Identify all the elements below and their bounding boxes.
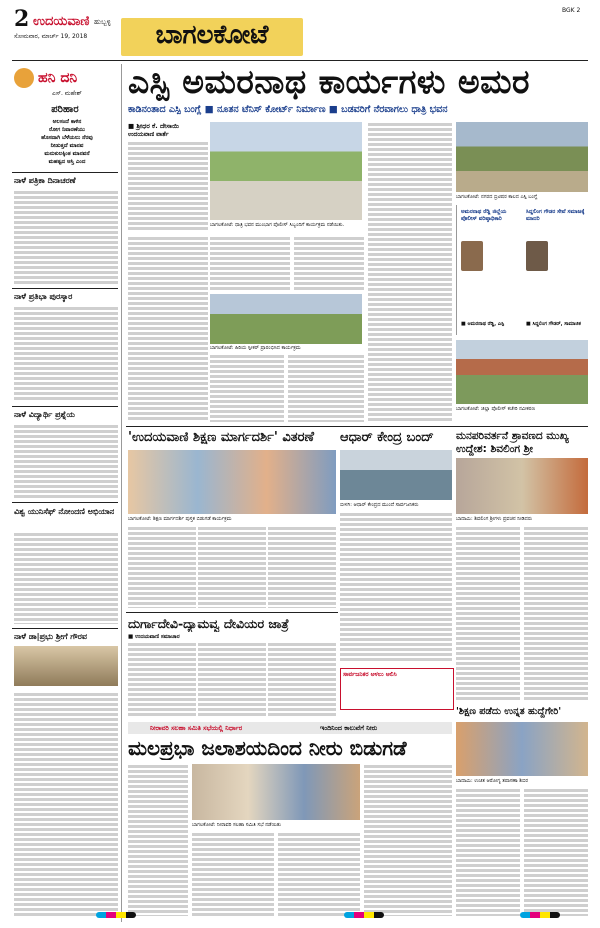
text-block bbox=[128, 141, 208, 231]
text-block bbox=[14, 532, 118, 624]
text-block bbox=[524, 788, 588, 916]
text-block bbox=[198, 642, 266, 716]
column-rule bbox=[121, 64, 122, 922]
text-block bbox=[268, 526, 336, 608]
quote-box-left bbox=[456, 205, 519, 335]
brand-name: ಉದಯವಾಣಿ bbox=[33, 14, 90, 29]
box-line: ಅಲಸಂದೆ ಕಾಳಿನ bbox=[52, 119, 82, 125]
text-block bbox=[192, 832, 274, 916]
sidebar-heading: ನಾಳೆ ಪ್ರತಿಭಾ ಪುರಸ್ಕಾರ bbox=[14, 292, 73, 301]
sidebar-logo: ಹನಿ ದನಿ bbox=[38, 70, 78, 86]
box-line: ಹೊಸದಾಗಿ ಬೆಳೆಯಲು ನೆರವು bbox=[41, 135, 93, 141]
registration-mark bbox=[96, 912, 136, 918]
story4-photo-2 bbox=[456, 722, 588, 776]
sidebar-heading: ನಾಳೆ ಡಾ|ಪ್ರಭು ಶ್ರೀಗೆ ಗೌರವ bbox=[14, 632, 87, 641]
edition-code: BGK 2 bbox=[562, 7, 581, 14]
story6-kicker-left: ನೀರಾವರಿ ಸಲಹಾ ಸಮಿತಿ ಸಭೆಯಲ್ಲಿ ನಿರ್ಧಾರ bbox=[150, 724, 243, 732]
box-line: ನೀಡುತ್ತದೆ ಮಾನವ bbox=[50, 143, 84, 149]
portrait bbox=[526, 241, 548, 271]
divider bbox=[12, 406, 118, 407]
section-rule bbox=[126, 612, 338, 613]
quote-text: ಅಮರನಾಥ ರೆಡ್ಡಿ ಜಿಲ್ಲೆಯ ಪೊಲೀಸ್ ವರಿಷ್ಠಾಧಿಕಾರಿ bbox=[461, 209, 507, 222]
photo-caption: ಬಾಗಲಕೋಟೆ: ಧಾತ್ರಿ ಭವನ ಮುಂಭಾಗ ಪೊಲೀಸ್ ಸಿಬ್ಬಂದಿಗೆ ಕಾರ್ಯಕ್ರಮ ನಡೆಯಿತು. bbox=[210, 222, 345, 228]
story2-headline: 'ಉದಯವಾಣಿ ಶಿಕ್ಷಣ ಮಾರ್ಗದರ್ಶಿ' ವಿತರಣೆ bbox=[128, 430, 315, 445]
registration-mark bbox=[344, 912, 384, 918]
lead-dateline: ಉದಯವಾಣಿ ವಾರ್ತೆ bbox=[128, 131, 169, 138]
photo-caption: ಬಾದಾಮಿ: ಉಚಿತ ಆರೋಗ್ಯ ತಪಾಸಣಾ ಶಿಬಿರ bbox=[456, 778, 529, 784]
story3-box bbox=[340, 668, 454, 710]
text-block bbox=[128, 526, 196, 608]
text-block bbox=[294, 236, 364, 290]
sidebar-heading: ನಾಳೆ ಪತ್ರಿಕಾ ದಿನಾಚರಣೆ bbox=[14, 176, 76, 185]
photo-caption: ಬಾಗಲಕೋಟೆ: ಶಿಕ್ಷಣ ಮಾರ್ಗದರ್ಶಿ ಪುಸ್ತಕ ಬಿಡುಗಡೆ ಕಾರ್ಯಕ್ರಮ bbox=[128, 516, 232, 522]
text-block bbox=[128, 642, 196, 716]
sidebar-box-title: ಪರಿಹಾರ bbox=[51, 104, 79, 115]
sidebar-heading: ವಿಶ್ವ ಯುನಿಸೆಫ್ ನೋಂದಣಿ ಅಭಿಯಾನ bbox=[14, 507, 115, 516]
lead-subhead: ಕಾಡಿನಂತಾದ ಎಸ್ಪಿ ಬಂಗ್ಲೆ ■ ನೂತನ ಟೆನಿಸ್ ಕೋರ್ಟ್ ನಿರ್ಮಾಣ ■ ಬಡವರಿಗೆ ನೆರವಾಗಲು ಧಾತ್ರಿ ಭವನ bbox=[128, 104, 448, 115]
story3-photo bbox=[340, 450, 452, 500]
box-title: ಸಾರ್ವಜನಿಕರ ಅಳಲು ಆಲಿಸಿ bbox=[343, 671, 397, 678]
sidebar-logo-sub: ಎಸ್. ಮಹೇಶ್ bbox=[52, 90, 82, 97]
text-block bbox=[210, 236, 290, 290]
quote-box-right bbox=[522, 205, 588, 335]
registration-mark bbox=[520, 912, 560, 918]
lead-photo-2 bbox=[210, 294, 362, 344]
photo-caption: ಬಾಗಲಕೋಟೆ: ಹಿರಿಯ ಸ್ಪೀಕರ್ ಪ್ರಾರಂಭಿಸಿದ ಕಾರ್ಯಕ್ರಮ bbox=[210, 345, 301, 351]
page-number: 2 bbox=[14, 6, 30, 32]
lead-photo-3 bbox=[456, 122, 588, 192]
story6-photo bbox=[192, 764, 360, 820]
issue-date: ಸೋಮವಾರ, ಮಾರ್ಚ್ 19, 2018 bbox=[14, 33, 88, 40]
text-block bbox=[128, 764, 188, 916]
sidebar-photo bbox=[14, 646, 118, 686]
box-line: ಮನುಕುಲಕ್ಕಿಂತ ಮಾನವನೆ bbox=[44, 151, 90, 157]
brand-tag: ಹುಬ್ಬಳ್ಳಿ bbox=[94, 18, 111, 26]
section-rule bbox=[126, 426, 588, 427]
text-block bbox=[14, 306, 118, 402]
story4-photo bbox=[456, 458, 588, 514]
quote-name: ■ ಅಮರನಾಥ ರೆಡ್ಡಿ, ಎಸ್ಪಿ bbox=[461, 321, 505, 327]
text-block bbox=[198, 526, 266, 608]
divider bbox=[12, 288, 118, 289]
photo-caption: ಬಾಗಲಕೋಟೆ: ನೀರಾವರಿ ಸಲಹಾ ಸಮಿತಿ ಸಭೆ ನಡೆಯಿತು bbox=[192, 822, 282, 828]
honey-icon bbox=[14, 68, 34, 88]
story2-photo bbox=[128, 450, 336, 514]
text-block bbox=[14, 424, 118, 498]
divider bbox=[12, 172, 118, 173]
photo-caption: ಬೀಳಗಿ: ಆಧಾರ್ ಕೇಂದ್ರದ ಮುಂದೆ ಸಾರ್ವಜನಿಕರು bbox=[340, 502, 419, 508]
text-block bbox=[340, 512, 452, 662]
portrait bbox=[461, 241, 483, 271]
photo-caption: ಬಾಗಲಕೋಟೆ: ಜಿಲ್ಲಾ ಪೊಲೀಸ್ ಕಚೇರಿ ನವೀಕರಣ bbox=[456, 406, 535, 412]
photo-caption: ಬಾಗಲಕೋಟೆ: ನಗರದ ಬ್ರಿಟಿಷರ ಕಾಲದ ಎಸ್ಪಿ ಬಂಗ್ಲೆ bbox=[456, 194, 538, 200]
text-block bbox=[368, 122, 452, 422]
text-block bbox=[14, 692, 118, 918]
text-block bbox=[278, 832, 360, 916]
story5-headline: ದುರ್ಗಾದೇವಿ-ದ್ಯಾಮವ್ವ ದೇವಿಯರ ಜಾತ್ರೆ bbox=[128, 616, 289, 631]
text-block bbox=[210, 354, 284, 422]
sidebar-heading: ನಾಳೆ ವಿದ್ಯಾರ್ಥಿ ಪ್ರಶ್ನೆಯ bbox=[14, 410, 75, 419]
text-block bbox=[456, 788, 520, 916]
text-block bbox=[456, 526, 520, 702]
edition-title: ಬಾಗಲಕೋಟೆ bbox=[155, 20, 269, 50]
story5-dateline: ■ ಉದಯವಾಣಿ ಸಮಾಚಾರ bbox=[128, 634, 180, 640]
story4-subhead: 'ಶಿಕ್ಷಣ ಪಡೆದು ಉನ್ನತ ಹುದ್ದೆಗೇರಿ' bbox=[456, 706, 562, 717]
quote-name: ■ ಸಿದ್ದಲಿಂಗ ಗೌಡರ್, ಸಾಮಾಜಿಕ bbox=[526, 321, 581, 327]
divider bbox=[12, 502, 118, 503]
story3-headline: ಆಧಾರ್ ಕೇಂದ್ರ ಬಂದ್ bbox=[340, 430, 434, 445]
text-block bbox=[14, 190, 118, 284]
text-block bbox=[288, 354, 364, 422]
text-block bbox=[364, 764, 452, 916]
lead-byline: ■ ಶ್ರೀಧರ ಕೆ. ದೇಸಾಯಿ bbox=[128, 122, 179, 130]
story6-headline: ಮಲಪ್ರಭಾ ಜಲಾಶಯದಿಂದ ನೀರು ಬಿಡುಗಡೆ bbox=[128, 736, 407, 760]
quote-text: ಸಿದ್ದಲಿಂಗ ಗೌಡರ ಸೇವೆ ಸಮಾಜಕ್ಕೆ ಮಾದರಿ bbox=[526, 209, 585, 222]
divider bbox=[12, 628, 118, 629]
sidebar bbox=[12, 64, 122, 922]
sidebar-box bbox=[32, 118, 102, 166]
lead-headline: ಎಸ್ಪಿ ಅಮರನಾಥ ಕಾರ್ಯಗಳು ಅಮರ bbox=[128, 62, 530, 101]
text-block bbox=[268, 642, 336, 716]
lead-photo-main bbox=[210, 122, 362, 220]
text-block bbox=[128, 236, 208, 422]
story4-headline: ಮನಪರಿವರ್ತನೆ ಶ್ರಾವಣದ ಮುಖ್ಯ ಉದ್ದೇಶ: ಶಿವಲಿಂಗ ಶ್ರೀ bbox=[456, 430, 569, 455]
text-block bbox=[524, 526, 588, 702]
masthead-rule bbox=[12, 60, 588, 61]
box-line: ರೋಗ ನಿವಾರಣೆಯು bbox=[48, 127, 86, 133]
photo-caption: ಬಾದಾಮಿ: ಶಿವಲಿಂಗ ಶ್ರೀಗಳು ಪ್ರವಚನ ನೀಡಿದರು bbox=[456, 516, 533, 522]
lead-photo-4 bbox=[456, 340, 588, 404]
box-line: ಮಹತ್ವದ ಆಸ್ತಿ ಎಂದ bbox=[48, 159, 86, 165]
story6-kicker-right: ಇಂದಿನಿಂದ ಕಾಲುವೆಗೆ ನೀರು bbox=[320, 724, 378, 732]
